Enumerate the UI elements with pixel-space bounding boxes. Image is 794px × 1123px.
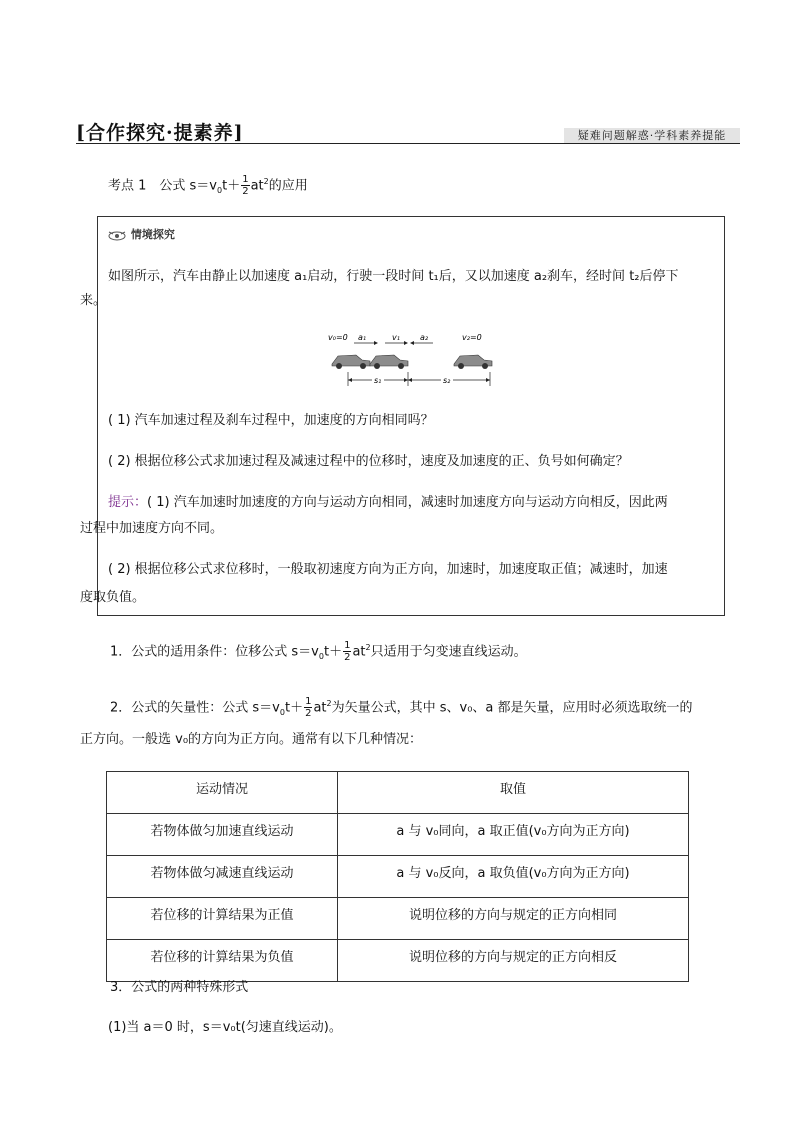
label-v1: v₁ bbox=[392, 333, 400, 342]
header-rule bbox=[76, 143, 740, 144]
table-row bbox=[107, 940, 689, 982]
cars-figure bbox=[322, 330, 502, 390]
scenario-label: 情境探究 bbox=[107, 226, 175, 242]
question-1: ( 1) 汽车加速过程及刹车过程中，加速度的方向相同吗？ bbox=[108, 413, 434, 428]
table-row bbox=[107, 856, 689, 898]
table-cell: 若位移的计算结果为负值 bbox=[107, 940, 338, 982]
point-3-case-1: (1)当 a＝0 时，s＝v₀t(匀速直线运动)。 bbox=[108, 1020, 342, 1035]
label-a2: a₂ bbox=[420, 333, 429, 342]
point-3-title: 3．公式的两种特殊形式 bbox=[110, 980, 249, 995]
hint-2-line1: ( 2) 根据位移公式求位移时，一般取初速度方向为正方向，加速时，加速度取正值；减速时，加速 bbox=[108, 562, 668, 577]
table-cell: 说明位移的方向与规定的正方向相反 bbox=[338, 940, 689, 982]
scenario-icon bbox=[107, 230, 127, 241]
scenario-text-line1: 如图所示，汽车由静止以加速度 a₁启动，行驶一段时间 t₁后，又以加速度 a₂刹车，经时间 t₂后停下 bbox=[108, 269, 679, 284]
point-1: 1．公式的适用条件：位移公式 $s=v_0t+$ $\frac{1}{2}$ $at^2$只适用于匀变速直线运动。 bbox=[110, 640, 527, 664]
table-cell: 说明位移的方向与规定的正方向相同 bbox=[338, 898, 689, 940]
table-cell: 若物体做匀加速直线运动 bbox=[107, 814, 338, 856]
hint-label: 提示： bbox=[108, 495, 148, 510]
scenario-text-line2: 来。 bbox=[80, 293, 107, 308]
point-2-line2: 正方向。一般选 v₀的方向为正方向。通常有以下几种情况： bbox=[80, 732, 423, 747]
car-start bbox=[332, 355, 370, 369]
table-row bbox=[107, 898, 689, 940]
fraction-half: $\frac{1}{2}$ bbox=[242, 174, 249, 198]
table-cell: a 与 v₀反向，a 取负值(v₀方向为正方向) bbox=[338, 856, 689, 898]
value-table bbox=[106, 771, 689, 982]
table-header-row bbox=[107, 772, 689, 814]
label-a1: a₁ bbox=[358, 333, 367, 342]
label-s2: s₂ bbox=[443, 376, 451, 385]
section-title: [合作探究·提素养] bbox=[76, 122, 244, 144]
label-v2: v₂=0 bbox=[462, 333, 482, 342]
table-cell: a 与 v₀同向，a 取正值(v₀方向为正方向) bbox=[338, 814, 689, 856]
table-row bbox=[107, 814, 689, 856]
label-v0: v₀=0 bbox=[328, 333, 348, 342]
hint-1-line1: 提示：( 1) 汽车加速时加速度的方向与运动方向相同，减速时加速度方向与运动方向相反，因此两 bbox=[108, 495, 668, 510]
question-2: ( 2) 根据位移公式求加速过程及减速过程中的位移时，速度及加速度的正、负号如何确定？ bbox=[108, 454, 629, 469]
table-cell: 若物体做匀减速直线运动 bbox=[107, 856, 338, 898]
section-tag: 疑难问题解惑·学科素养提能 bbox=[564, 128, 740, 143]
label-s1: s₁ bbox=[374, 376, 382, 385]
table-header-cell: 运动情况 bbox=[107, 772, 338, 814]
table-header-cell: 取值 bbox=[338, 772, 689, 814]
table-cell: 若位移的计算结果为正值 bbox=[107, 898, 338, 940]
car-stop bbox=[454, 355, 492, 369]
point-2-line1: 2．公式的矢量性：公式 $s=v_0t+$ $\frac{1}{2}$ $at^2$为矢量公式，其中 s、v₀、a 都是矢量，应用时必须选取统一的 bbox=[110, 696, 693, 720]
car-middle bbox=[370, 355, 408, 369]
hint-1-line2: 过程中加速度方向不同。 bbox=[80, 521, 224, 536]
hint-2-line2: 度取负值。 bbox=[80, 590, 146, 605]
topic-heading: 考点 1 公式 $s=v_0t+$ $\frac{1}{2}$ $at^2$的应用 bbox=[108, 174, 308, 198]
